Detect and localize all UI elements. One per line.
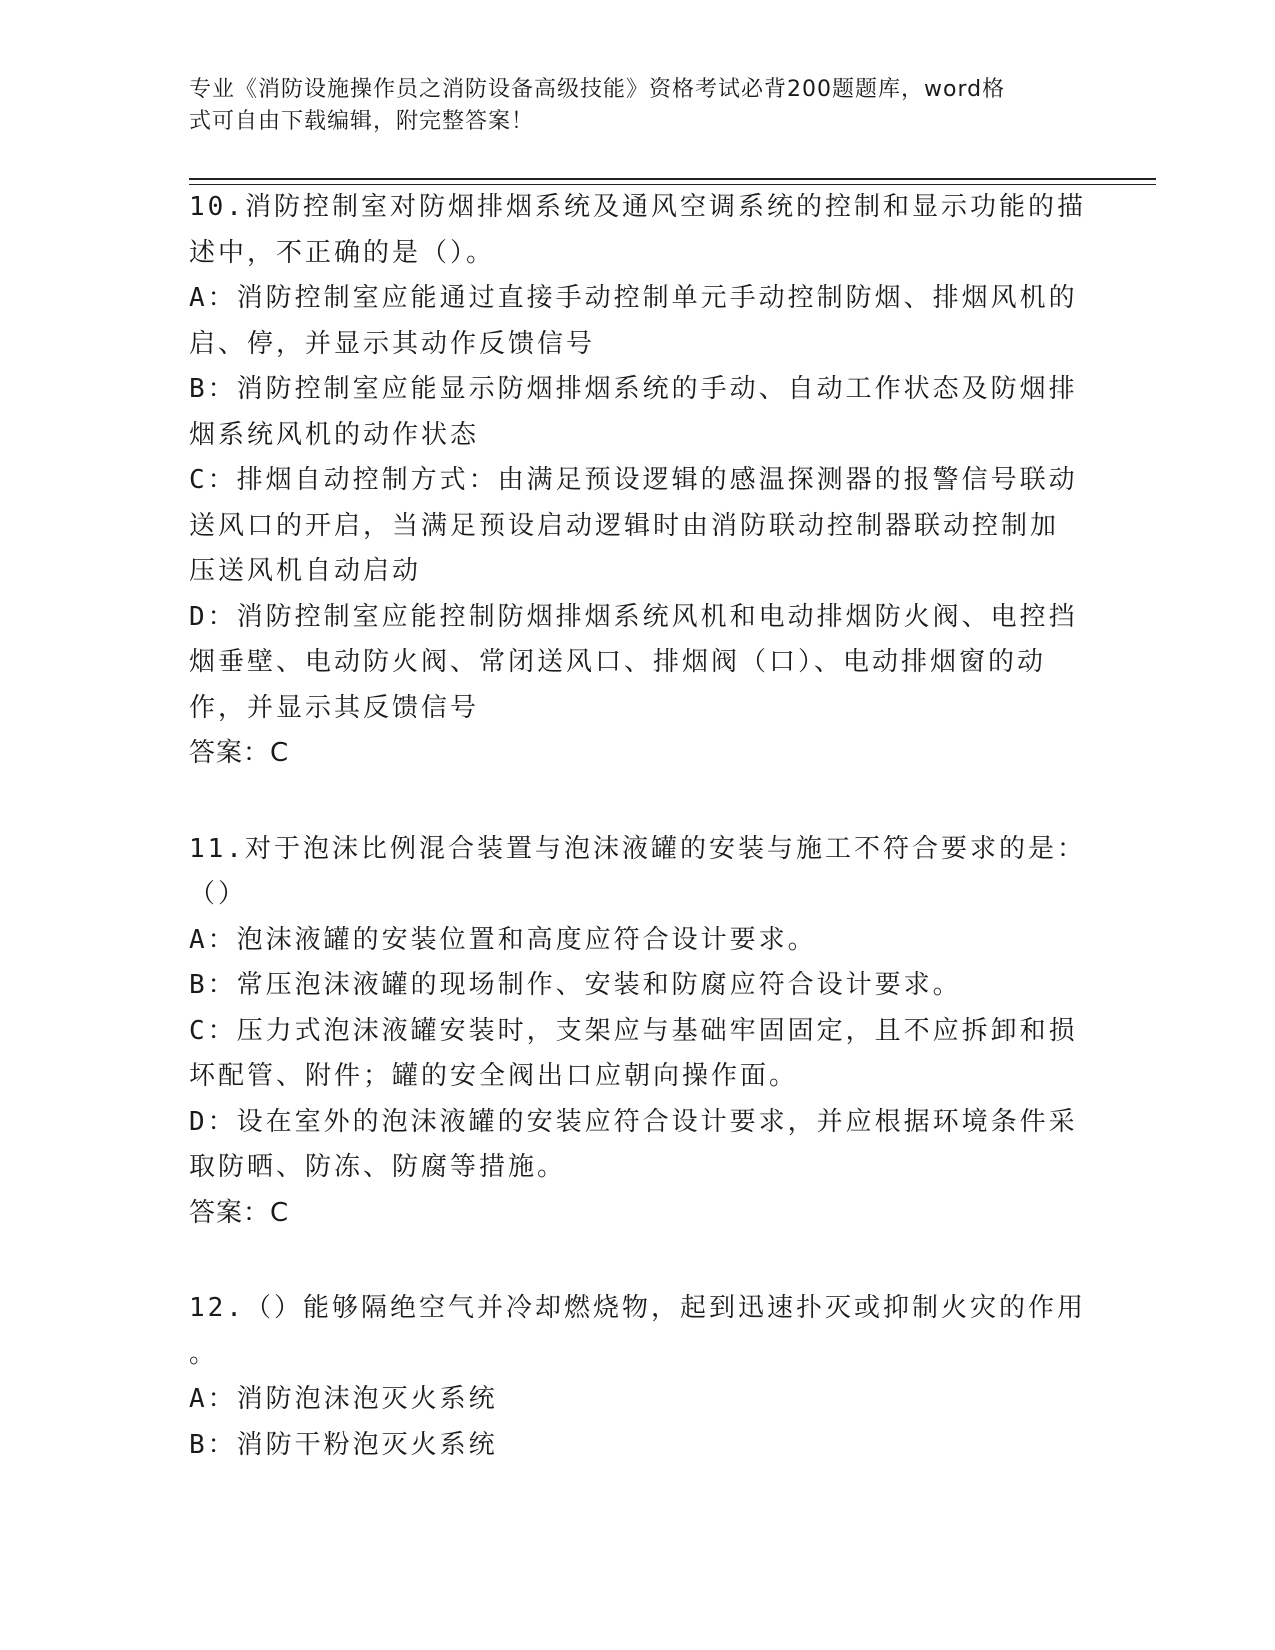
question-spacer [189, 1236, 1089, 1286]
question-11-option-c-line-1: C：压力式泡沫液罐安装时，支架应与基础牢固固定，且不应拆卸和损 [189, 1015, 1078, 1046]
question-10-answer: 答案：C [189, 738, 290, 768]
question-10-option-b-line-2: 烟系统风机的动作状态 [189, 419, 480, 450]
question-list [189, 185, 1089, 1468]
question-10-option-d-line-2: 烟垂壁、电动防火阀、常闭送风口、排烟阀（口）、电动排烟窗的动 [189, 647, 1047, 677]
question-12-stem-line-1: 12.（）能够隔绝空气并冷却燃烧物，起到迅速扑灭或抑制火灾的作用 [189, 1293, 1086, 1323]
question-11-option-d-line-2: 取防晒、防冻、防腐等措施。 [189, 1152, 567, 1182]
question-10 [189, 185, 1089, 777]
question-11-option-c-line-2: 坏配管、附件；罐的安全阀出口应朝向操作面。 [189, 1061, 799, 1091]
question-11-option-d-line-1: D：设在室外的泡沫液罐的安装应符合设计要求，并应根据环境条件采 [189, 1106, 1078, 1137]
question-10-option-c-line-2: 送风口的开启，当满足预设启动逻辑时由消防联动控制器联动控制加 [189, 510, 1060, 541]
question-spacer [189, 777, 1089, 827]
question-10-option-b-line-1: B：消防控制室应能显示防烟排烟系统的手动、自动工作状态及防烟排 [189, 374, 1078, 404]
header-line-1: 专业《消防设施操作员之消防设备高级技能》资格考试必背200题题库，word格 [189, 77, 1006, 102]
question-10-option-d-line-3: 作，并显示其反馈信号 [189, 692, 480, 723]
header-line-2: 式可自由下载编辑，附完整答案！ [189, 109, 535, 134]
question-10-option-d-line-1: D：消防控制室应能控制防烟排烟系统风机和电动排烟防火阀、电控挡 [189, 601, 1078, 632]
question-11 [189, 827, 1089, 1237]
question-11-stem-line-2: （） [189, 879, 248, 909]
question-10-stem-line-2: 述中，不正确的是（）。 [189, 237, 496, 268]
question-11-answer: 答案：C [189, 1197, 290, 1228]
question-12-stem-line-2: 。 [189, 1338, 219, 1369]
question-11-option-b: B：常压泡沫液罐的现场制作、安装和防腐应符合设计要求。 [189, 970, 962, 1000]
question-10-option-a-line-1: A：消防控制室应能通过直接手动控制单元手动控制防烟、排烟风机的 [189, 283, 1078, 313]
question-12 [189, 1286, 1089, 1468]
question-10-option-a-line-2: 启、停，并显示其动作反馈信号 [189, 328, 596, 359]
document-header [189, 74, 1069, 138]
question-10-option-c-line-1: C：排烟自动控制方式：由满足预设逻辑的感温探测器的报警信号联动 [189, 465, 1078, 495]
question-12-option-a: A：消防泡沫泡灭火系统 [189, 1384, 498, 1414]
question-10-option-c-line-3: 压送风机自动启动 [189, 556, 422, 586]
question-11-option-a: A：泡沫液罐的安装位置和高度应符合设计要求。 [189, 924, 817, 955]
question-10-stem-line-1: 10.消防控制室对防烟排烟系统及通风空调系统的控制和显示功能的描 [189, 192, 1086, 222]
header-rule-thick [189, 178, 1156, 180]
question-11-stem-line-1: 11.对于泡沫比例混合装置与泡沫液罐的安装与施工不符合要求的是： [189, 833, 1086, 864]
question-12-option-b: B：消防干粉泡灭火系统 [189, 1429, 498, 1460]
